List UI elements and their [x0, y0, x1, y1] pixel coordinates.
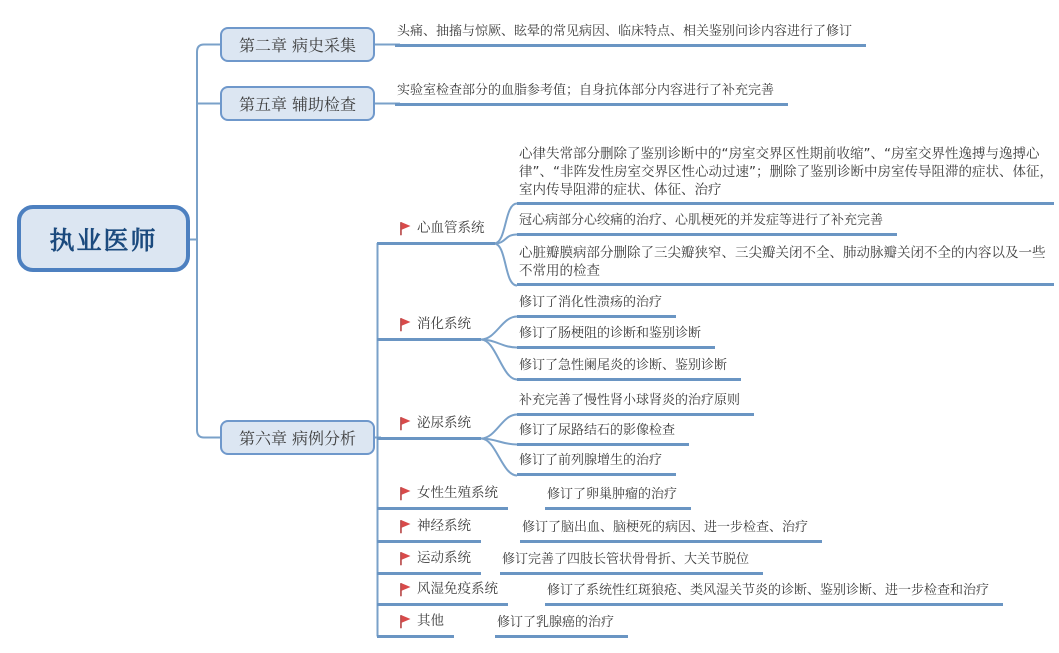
note-auxiliary-exam[interactable]: 实验室检查部分的血脂参考值；自身抗体部分内容进行了补充完善	[395, 82, 788, 106]
branch-label-text: 泌尿系统	[417, 415, 471, 431]
note-arrhythmia[interactable]: 心律失常部分删除了鉴别诊断中的“房室交界区性期前收缩”、“房室交界性逸搏与逸搏心律”、“非阵发性房室交界区性心动过速”；删除了鉴别诊断中房室传导阻滞的症状、体征，室内传导阻滞的症状、体征、治疗	[517, 145, 1054, 205]
branch-label-text: 其他	[417, 613, 444, 629]
branch-label-text: 神经系统	[417, 518, 471, 534]
branch-label-text: 消化系统	[417, 316, 471, 332]
chapter-node-label: 第五章 辅助检查	[238, 95, 357, 114]
chapter-node-history-taking[interactable]	[220, 27, 375, 62]
branch-label-text: 心血管系统	[417, 220, 485, 236]
note-history-taking[interactable]: 头痛、抽搐与惊厥、眩晕的常见病因、临床特点、相关鉴别问诊内容进行了修订	[395, 23, 866, 47]
note-ovarian-tumor[interactable]: 修订了卵巢肿瘤的治疗	[545, 486, 691, 510]
branch-label-text: 女性生殖系统	[417, 485, 498, 501]
branch-motor[interactable]	[377, 549, 481, 575]
red-flag-icon	[398, 582, 412, 597]
branch-label-text: 运动系统	[417, 550, 471, 566]
note-cerebral-hemorrhage[interactable]: 修订了脑出血、脑梗死的病因、进一步检查、治疗	[520, 519, 822, 543]
chapter-node-case-analysis[interactable]	[220, 420, 375, 455]
chapter-node-label: 第二章 病史采集	[238, 36, 357, 55]
chapter-node-label: 第六章 病例分析	[238, 429, 357, 448]
branch-female-reproductive[interactable]	[377, 484, 508, 510]
red-flag-icon	[398, 519, 412, 534]
note-prostatic-hyperplasia[interactable]: 修订了前列腺增生的治疗	[517, 452, 676, 476]
red-flag-icon	[398, 317, 412, 332]
note-peptic-ulcer[interactable]: 修订了消化性溃疡的治疗	[517, 294, 676, 318]
note-appendicitis[interactable]: 修订了急性阑尾炎的诊断、鉴别诊断	[517, 357, 741, 381]
note-coronary[interactable]: 冠心病部分心绞痛的治疗、心肌梗死的并发症等进行了补充完善	[517, 212, 897, 236]
red-flag-icon	[398, 416, 412, 431]
note-urinary-calculi[interactable]: 修订了尿路结石的影像检查	[517, 422, 689, 446]
branch-nervous[interactable]	[377, 517, 481, 543]
branch-other[interactable]	[377, 612, 454, 638]
branch-digestive[interactable]	[377, 315, 481, 341]
red-flag-icon	[398, 486, 412, 501]
branch-rheumatic-immune[interactable]	[377, 580, 508, 606]
root-node-label: 执业医师	[49, 225, 158, 255]
note-glomerulonephritis[interactable]: 补充完善了慢性肾小球肾炎的治疗原则	[517, 392, 754, 416]
root-node-practicing-physician[interactable]	[17, 205, 190, 272]
branch-urinary[interactable]	[377, 414, 481, 440]
note-intestinal-obstruction[interactable]: 修订了肠梗阻的诊断和鉴别诊断	[517, 325, 715, 349]
note-fracture-dislocation[interactable]: 修订完善了四肢长管状骨骨折、大关节脱位	[500, 551, 763, 575]
red-flag-icon	[398, 221, 412, 236]
branch-label-text: 风湿免疫系统	[417, 581, 498, 597]
chapter-node-auxiliary-exam[interactable]	[220, 86, 375, 121]
red-flag-icon	[398, 551, 412, 566]
red-flag-icon	[398, 614, 412, 629]
branch-cardiovascular[interactable]	[377, 219, 495, 245]
note-lupus-rheumatoid[interactable]: 修订了系统性红斑狼疮、类风湿关节炎的诊断、鉴别诊断、进一步检查和治疗	[545, 582, 1003, 606]
note-valvular[interactable]: 心脏瓣膜病部分删除了三尖瓣狭窄、三尖瓣关闭不全、肺动脉瓣关闭不全的内容以及一些不常用的检查	[517, 244, 1054, 286]
note-breast-cancer[interactable]: 修订了乳腺癌的治疗	[495, 614, 628, 638]
